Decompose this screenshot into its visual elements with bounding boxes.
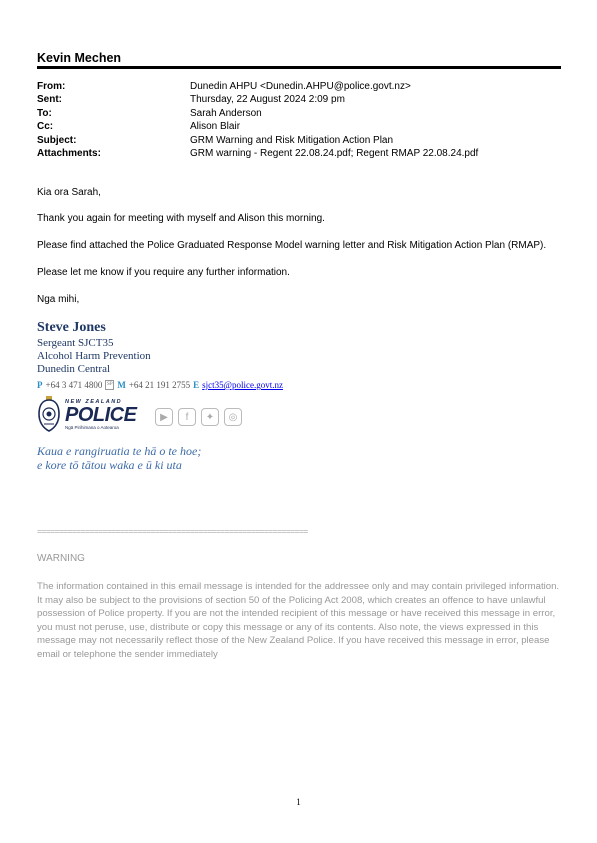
signature-unit: Alcohol Harm Prevention xyxy=(37,350,151,362)
email-key: E xyxy=(193,380,200,390)
phone-number: +64 3 471 4800 xyxy=(45,380,103,390)
email-headers xyxy=(37,80,561,160)
warning-title: WARNING xyxy=(37,553,85,564)
header-value: Alison Blair xyxy=(190,121,241,133)
header-label: Attachments: xyxy=(37,147,101,159)
logo-maori-text: Ngā Pirihimana o Aotearoa xyxy=(65,424,119,430)
glyph-placeholder-icon: SP xyxy=(105,380,114,390)
header-to xyxy=(37,107,561,120)
greeting: Kia ora Sarah, xyxy=(37,187,101,198)
email-link[interactable]: sjct35@police.govt.nz xyxy=(202,380,283,390)
police-logo xyxy=(37,396,242,432)
attachment-list: GRM warning - Regent 22.08.24.pdf; Regent RMAP 22.08.24.pdf xyxy=(190,147,479,159)
motto-line-1: Kaua e rangiruatia te hā o te hoe; xyxy=(37,444,202,458)
sender-name: Kevin Mechen xyxy=(37,51,122,65)
header-sent xyxy=(37,93,561,106)
header-label: From: xyxy=(37,81,66,92)
mobile-key: M xyxy=(117,380,126,390)
header-value: Sarah Anderson xyxy=(190,107,262,119)
closing: Nga mihi, xyxy=(37,294,80,305)
police-badge-icon xyxy=(37,396,61,432)
header-subject xyxy=(37,134,561,147)
body-paragraph-1: Thank you again for meeting with myself and Alison this morning. xyxy=(37,213,325,224)
motto-line-2: e kore tō tātou waka e ū ki uta xyxy=(37,458,182,472)
twitter-icon[interactable]: ✦ xyxy=(201,408,219,426)
page-number: 1 xyxy=(296,797,301,807)
header-label: Subject: xyxy=(37,134,77,146)
header-label: To: xyxy=(37,107,52,119)
facebook-icon[interactable]: f xyxy=(178,408,196,426)
body-paragraph-3: Please let me know if you require any further information. xyxy=(37,267,290,278)
signature-location: Dunedin Central xyxy=(37,363,111,375)
header-cc xyxy=(37,120,561,133)
header-value: GRM Warning and Risk Mitigation Action Plan xyxy=(190,134,394,146)
header-from xyxy=(37,80,561,93)
logo-country-text: NEW ZEALAND xyxy=(65,398,123,405)
header-label: Sent: xyxy=(37,94,62,106)
signature-title: Sergeant SJCT35 xyxy=(37,337,114,349)
header-attachments xyxy=(37,147,561,160)
logo-wordmark xyxy=(65,399,149,430)
instagram-icon[interactable]: ◎ xyxy=(224,408,242,426)
signature-name: Steve Jones xyxy=(37,320,106,335)
youtube-icon[interactable]: ▶ xyxy=(155,408,173,426)
social-icons xyxy=(155,408,242,426)
header-label: Cc: xyxy=(37,121,54,133)
mobile-number: +64 21 191 2755 xyxy=(128,380,191,390)
phone-key: P xyxy=(37,380,43,390)
header-value: Dunedin AHPU <Dunedin.AHPU@police.govt.nz> xyxy=(190,81,411,92)
warning-text: The information contained in this email message is intended for the addressee only and may contain privileged information. It may also be subject to the provisions of section 50 of the Policing Act 2008, which creates an offence to have unlawful possession of Police property. If you are not the intended recipient of this message or have received this message in error, you must not peruse, use, distribute or copy this message or any of its contents. Also note, the views expressed in this message may not necessarily reflect those of the New Zealand Police. If you have received this message in error, please email or telephone the sender immediately xyxy=(37,581,560,660)
signature-contact-line xyxy=(37,380,283,390)
header-rule xyxy=(37,66,561,69)
warning-divider: ============================================================== xyxy=(37,526,308,536)
body-paragraph-2: Please find attached the Police Graduated Response Model warning letter and Risk Mitigation Action Plan (RMAP). xyxy=(37,240,547,251)
header-value: Thursday, 22 August 2024 2:09 pm xyxy=(190,94,345,106)
logo-police-text: POLICE xyxy=(65,403,137,426)
